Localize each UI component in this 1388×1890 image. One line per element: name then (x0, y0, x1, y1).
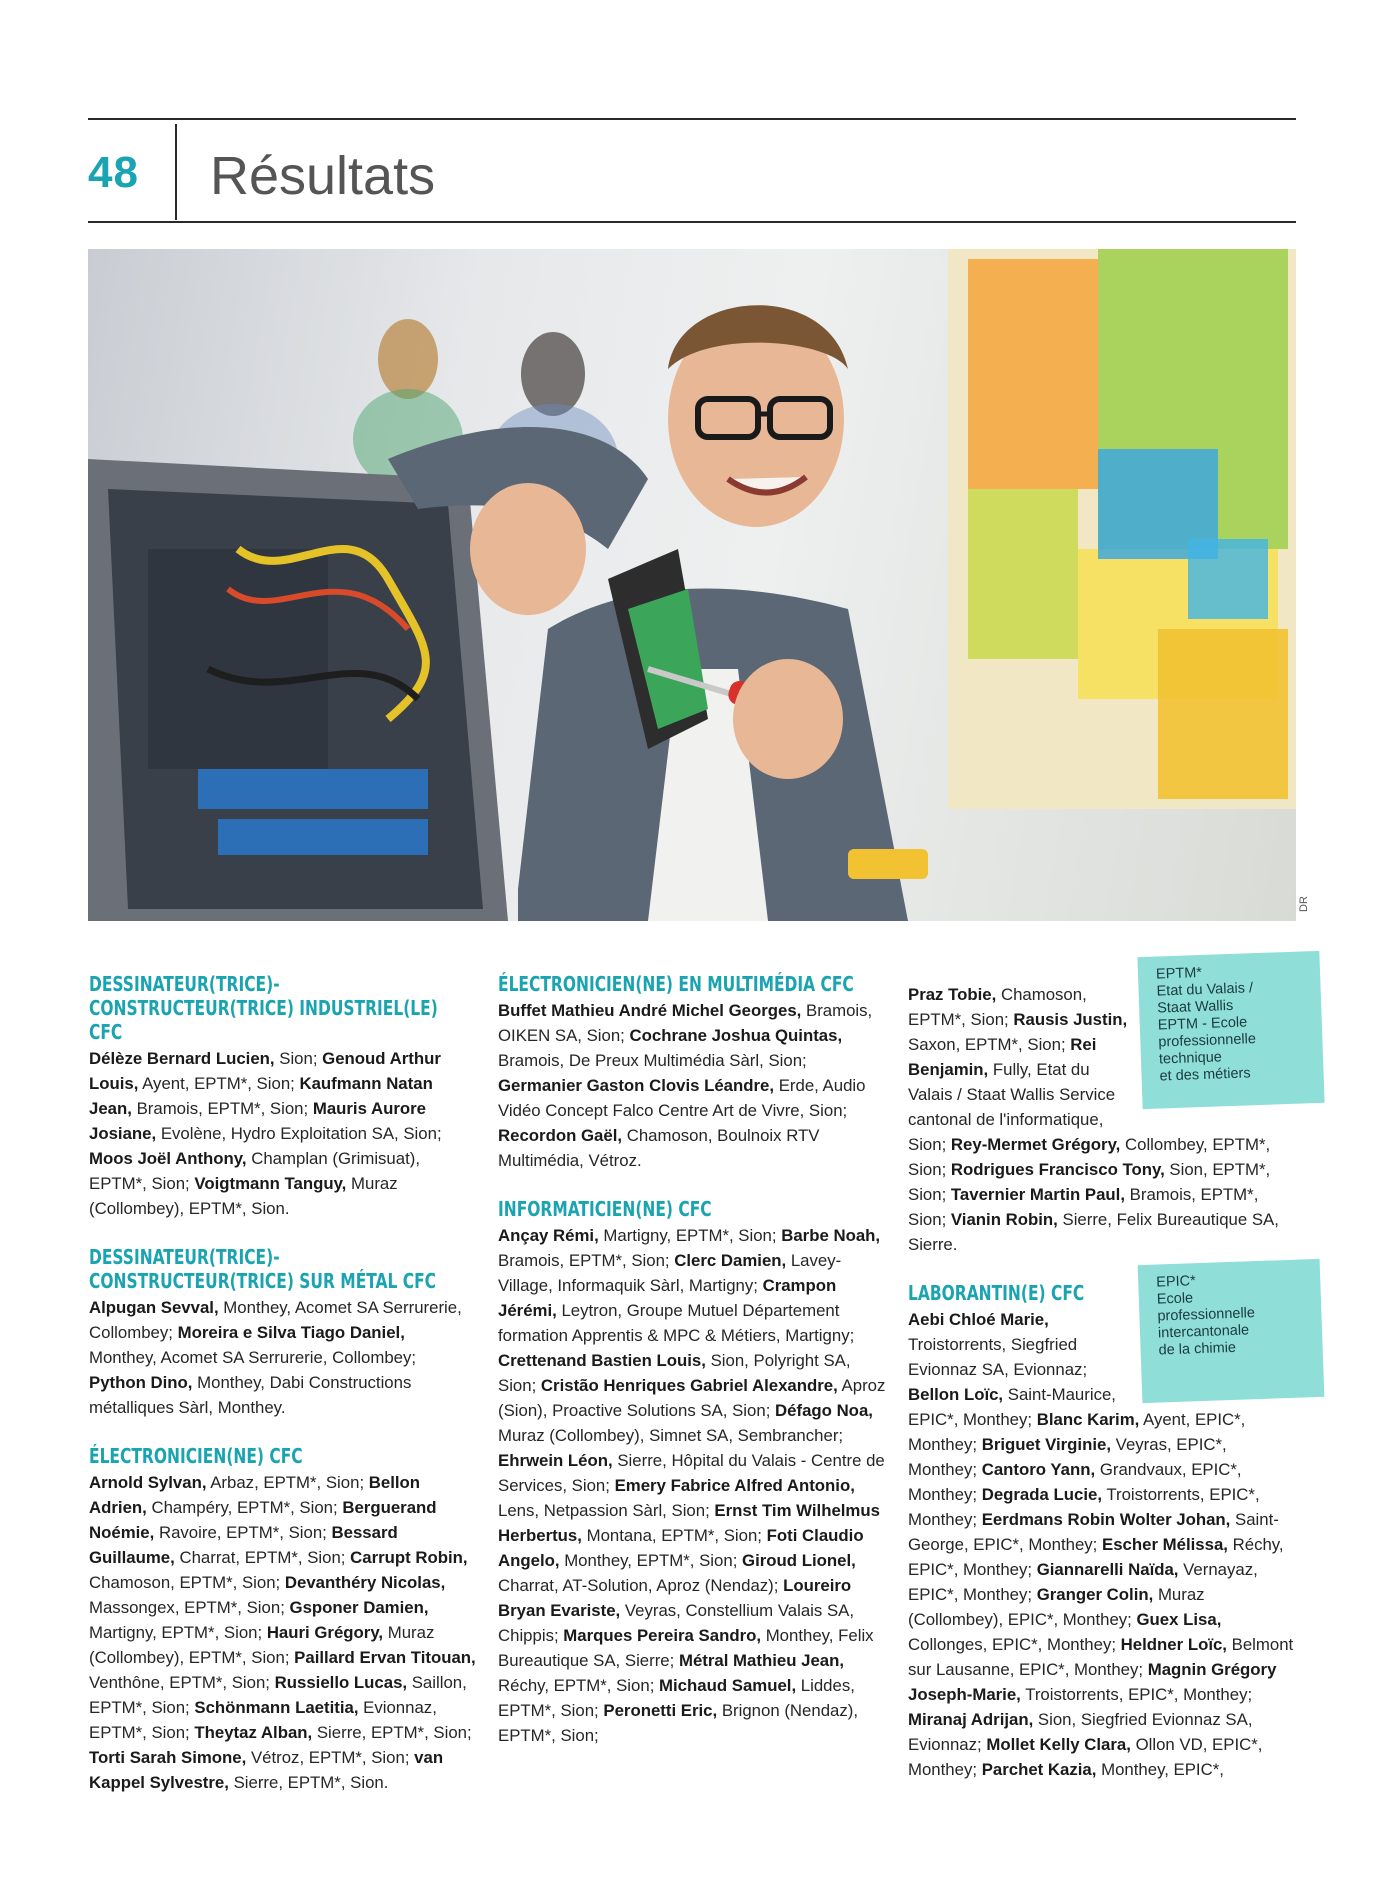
info-line: professionnelle (1158, 1031, 1257, 1051)
entry-detail: Bramois, EPTM*, Sion; (498, 1251, 675, 1270)
entry-detail: Charrat, EPTM*, Sion; (174, 1548, 351, 1567)
hero-photo (88, 249, 1296, 921)
entry-detail: Erde, Audio Vidéo Concept Falco Centre Art de Vivre, Sion; (498, 1076, 866, 1120)
entry-name: Buffet Mathieu André Michel Georges, (498, 1001, 802, 1020)
info-line: de la chimie (1158, 1339, 1237, 1359)
entry-detail: Champéry, EPTM*, Sion; (146, 1498, 343, 1517)
entry-detail: Massongex, EPTM*, Sion; (89, 1598, 290, 1617)
hero-photo-illustration (88, 249, 1296, 921)
entry-detail: Ravoire, EPTM*, Sion; (154, 1523, 332, 1542)
entry-name: Genoud Arthur Louis, (89, 1049, 441, 1093)
entry-detail: Fully, Etat du Valais / Staat Wallis Service cantonal de l'informatique, Sion; (908, 1060, 1116, 1154)
entry-detail: Saint-Maurice, EPIC*, Monthey; (908, 1385, 1116, 1429)
entry-detail: Evionnaz, EPTM*, Sion; (89, 1698, 437, 1742)
entry-name: Schönmann Laetitia, (194, 1698, 359, 1717)
entry-name: Clerc Damien, (674, 1251, 787, 1270)
entry-name: Briguet Virginie, (981, 1435, 1112, 1454)
entry-detail: Lens, Netpassion Sàrl, Sion; (498, 1501, 715, 1520)
section-heading: ÉLECTRONICIEN(NE) CFC (89, 1444, 303, 1468)
entry-name: Voigtmann Tanguy, (194, 1174, 347, 1193)
entry-name: Torti Sarah Simone, (89, 1748, 247, 1767)
entry-name: Cantoro Yann, (981, 1460, 1096, 1479)
entry-detail: Vernayaz, EPIC*, Monthey; (908, 1560, 1258, 1604)
entry-detail: Muraz (Collombey), EPTM*, Sion; (89, 1623, 435, 1667)
entry-detail: Monthey, Acomet SA Serrurerie, Collombey; (89, 1348, 417, 1367)
entry-name: Miranaj Adrijan, (908, 1710, 1034, 1729)
entry-list (89, 1295, 477, 1420)
column-1 (89, 972, 477, 1819)
entry-name: Bellon Loïc, (908, 1385, 1004, 1404)
entry-detail: Bramois, OIKEN SA, Sion; (498, 1001, 873, 1045)
info-line: professionnelle (1157, 1305, 1256, 1325)
entry-name: Alpugan Sevval, (89, 1298, 219, 1317)
epic-info-box (1138, 1259, 1325, 1403)
entry-name: Recordon Gaël, (498, 1126, 623, 1145)
entry-detail: Martigny, EPTM*, Sion; (598, 1226, 782, 1245)
entry-name: Python Dino, (89, 1373, 193, 1392)
entry-name: Rei Benjamin, (908, 1035, 1097, 1079)
section-electronicien (89, 1444, 477, 1795)
entry-list (498, 998, 886, 1173)
entry-name: Guex Lisa, (1136, 1610, 1222, 1629)
entry-detail: Monthey, Dabi Constructions métalliques Sàrl, Monthey. (89, 1373, 412, 1417)
entry-name: Blanc Karim, (1036, 1410, 1140, 1429)
entry-name: Praz Tobie, (908, 985, 997, 1004)
entry-name: Gsponer Damien, (289, 1598, 429, 1617)
entry-detail: Sion, EPTM*, Sion; (908, 1160, 1271, 1204)
entry-detail: Ayent, EPTM*, Sion; (138, 1074, 300, 1093)
entry-detail: Grandvaux, EPIC*, Monthey; (908, 1460, 1242, 1504)
entry-name: Michaud Samuel, (659, 1676, 797, 1695)
entry-detail: Champlan (Grimisuat), EPTM*, Sion; (89, 1149, 421, 1193)
entry-name: Rey-Mermet Grégory, (950, 1135, 1121, 1154)
entry-name: Cochrane Joshua Quintas, (629, 1026, 843, 1045)
entry-detail: Chamoson, EPTM*, Sion; (908, 985, 1087, 1029)
info-line: Staat Wallis (1156, 997, 1234, 1017)
entry-name: Parchet Kazia, (981, 1760, 1097, 1779)
entry-detail: Sierre, Felix Bureautique SA, Sierre. (908, 1210, 1279, 1254)
entry-name: Vianin Robin, (950, 1210, 1058, 1229)
entry-detail: Sion, Polyright SA, Sion; (498, 1351, 851, 1395)
entry-name: Ançay Rémi, (498, 1226, 599, 1245)
entry-name: Bellon Adrien, (89, 1473, 421, 1517)
header-top-rule (88, 118, 1296, 120)
entry-name: Berguerand Noémie, (89, 1498, 437, 1542)
entry-name: Magnin Grégory Joseph-Marie, (908, 1660, 1277, 1704)
entry-detail: Chamoson, EPTM*, Sion; (89, 1573, 285, 1592)
entry-detail: Saint-George, EPIC*, Monthey; (908, 1510, 1279, 1554)
entry-name: Crampon Jérémi, (498, 1276, 837, 1320)
entry-name: Loureiro Bryan Evariste, (498, 1576, 852, 1620)
entry-detail: Sion, Siegfried Evionnaz SA, Evionnaz; (908, 1710, 1253, 1754)
entry-list (89, 1046, 477, 1221)
header-separator (175, 124, 177, 220)
entry-name: Tavernier Martin Paul, (950, 1185, 1126, 1204)
entry-name: Giroud Lionel, (742, 1551, 856, 1570)
info-line: intercantonale (1157, 1322, 1250, 1342)
entry-detail: Veyras, EPIC*, Monthey; (908, 1435, 1227, 1479)
entry-detail: Chamoson, Boulnoix RTV Multimédia, Vétroz. (498, 1126, 820, 1170)
entry-name: Ernst Tim Wilhelmus Herbertus, (498, 1501, 880, 1545)
entry-name: Hauri Grégory, (266, 1623, 384, 1642)
entry-name: Mollet Kelly Clara, (986, 1735, 1131, 1754)
entry-detail: Muraz (Collombey), EPIC*, Monthey; (908, 1585, 1205, 1629)
entry-detail: Martigny, EPTM*, Sion; (89, 1623, 267, 1642)
entry-name: Bessard Guillaume, (89, 1523, 398, 1567)
entry-name: Eerdmans Robin Wolter Johan, (981, 1510, 1231, 1529)
info-line: EPTM - Ecole (1157, 1014, 1248, 1034)
entry-name: Arnold Sylvan, (89, 1473, 207, 1492)
entry-detail: Lavey-Village, Informaquik Sàrl, Martigny; (498, 1251, 842, 1295)
entry-detail: Sierre, EPTM*, Sion; (312, 1723, 472, 1742)
entry-detail: Venthône, EPTM*, Sion; (89, 1673, 275, 1692)
entry-detail: Monthey, Acomet SA Serrurerie, Collombey; (89, 1298, 462, 1342)
section-heading: ÉLECTRONICIEN(NE) EN MULTIMÉDIA CFC (498, 972, 854, 996)
entry-name: Moos Joël Anthony, (89, 1149, 247, 1168)
photo-credit: DR (1298, 896, 1310, 912)
entry-name: Emery Fabrice Alfred Antonio, (614, 1476, 855, 1495)
entry-detail: Monthey, EPIC*, (1096, 1760, 1224, 1779)
entry-detail: Arbaz, EPTM*, Sion; (206, 1473, 369, 1492)
entry-name: Escher Mélissa, (1102, 1535, 1228, 1554)
section-heading: DESSINATEUR(TRICE)-CONSTRUCTEUR(TRICE) SUR MÉTAL CFC (89, 1245, 437, 1293)
entry-detail: Troistorrents, Siegfried Evionnaz SA, Evionnaz; (908, 1335, 1088, 1379)
entry-detail: Aproz (Sion), Proactive Solutions SA, Sion; (498, 1376, 886, 1420)
entry-detail: Belmont sur Lausanne, EPIC*, Monthey; (908, 1635, 1294, 1679)
entry-detail: Troistorrents, EPIC*, Monthey; (908, 1485, 1260, 1529)
entry-detail: Sion; (274, 1049, 323, 1068)
entry-name: Foti Claudio Angelo, (498, 1526, 864, 1570)
entry-name: Aebi Chloé Marie, (908, 1310, 1049, 1329)
entry-name: van Kappel Sylvestre, (89, 1748, 444, 1792)
entry-detail: Bramois, De Preux Multimédia Sàrl, Sion; (498, 1051, 807, 1070)
info-line: et des métiers (1159, 1065, 1251, 1085)
column-2 (498, 972, 886, 1772)
entry-name: Barbe Noah, (781, 1226, 881, 1245)
section-electronicien-multimedia (498, 972, 886, 1173)
page-number: 48 (88, 148, 139, 197)
entry-detail: Muraz (Collombey), EPTM*, Sion. (89, 1174, 398, 1218)
section-dessinateur-industriel (89, 972, 477, 1221)
entry-list (89, 1470, 477, 1795)
entry-detail: Evolène, Hydro Exploitation SA, Sion; (156, 1124, 442, 1143)
entry-name: Theytaz Alban, (194, 1723, 313, 1742)
entry-name: Cristão Henriques Gabriel Alexandre, (540, 1376, 838, 1395)
entry-name: Moreira e Silva Tiago Daniel, (177, 1323, 405, 1342)
entry-detail: Brignon (Nendaz), EPTM*, Sion; (498, 1701, 859, 1745)
entry-name: Germanier Gaston Clovis Léandre, (498, 1076, 775, 1095)
entry-name: Marques Pereira Sandro, (563, 1626, 762, 1645)
info-line: EPTM* (1155, 964, 1203, 983)
entry-name: Heldner Loïc, (1120, 1635, 1227, 1654)
entry-detail: Collombey, EPTM*, Sion; (908, 1135, 1271, 1179)
section-dessinateur-metal (89, 1245, 477, 1420)
entry-name: Russiello Lucas, (274, 1673, 408, 1692)
entry-detail: Bramois, EPTM*, Sion; (131, 1099, 313, 1118)
entry-detail: Monthey, Felix Bureautique SA, Sierre; (498, 1626, 874, 1670)
entry-detail: Ayent, EPIC*, Monthey; (908, 1410, 1246, 1454)
entry-name: Délèze Bernard Lucien, (89, 1049, 275, 1068)
entry-detail: Troistorrents, EPIC*, Monthey; (1020, 1685, 1253, 1704)
entry-detail: Réchy, EPTM*, Sion; (498, 1676, 660, 1695)
section-heading: INFORMATICIEN(NE) CFC (498, 1197, 712, 1221)
entry-name: Peronetti Eric, (603, 1701, 718, 1720)
entry-detail: Saillon, EPTM*, Sion; (89, 1673, 467, 1717)
entry-name: Rausis Justin, (1013, 1010, 1128, 1029)
entry-detail: Saxon, EPTM*, Sion; (908, 1035, 1071, 1054)
entry-detail: Collonges, EPIC*, Monthey; (908, 1635, 1121, 1654)
entry-detail: Monthey, EPTM*, Sion; (559, 1551, 743, 1570)
entry-name: Devanthéry Nicolas, (284, 1573, 446, 1592)
entry-detail: Sierre, Hôpital du Valais - Centre de Services, Sion; (498, 1451, 885, 1495)
entry-detail: Sierre, EPTM*, Sion. (228, 1773, 389, 1792)
entry-detail: Charrat, AT-Solution, Aproz (Nendaz); (498, 1576, 784, 1595)
entry-name: Kaufmann Natan Jean, (89, 1074, 433, 1118)
info-line: Ecole (1156, 1290, 1194, 1308)
entry-detail: Muraz (Collombey), Simnet SA, Sembrancher; (498, 1426, 844, 1445)
section-informaticien (498, 1197, 886, 1748)
header-bottom-rule (88, 221, 1296, 223)
info-line: EPIC* (1155, 1273, 1197, 1291)
entry-detail: Veyras, Constellium Valais SA, Chippis; (498, 1601, 854, 1645)
entry-detail: Liddes, EPTM*, Sion; (498, 1676, 855, 1720)
info-line: technique (1158, 1049, 1223, 1068)
section-heading: DESSINATEUR(TRICE)-CONSTRUCTEUR(TRICE) INDUSTRIEL(LE) CFC (89, 972, 438, 1044)
entry-name: Granger Colin, (1036, 1585, 1154, 1604)
entry-detail: Bramois, EPTM*, Sion; (908, 1185, 1259, 1229)
entry-name: Carrupt Robin, (350, 1548, 468, 1567)
entry-detail: Leytron, Groupe Mutuel Département formation Apprentis & MPC & Métiers, Martigny; (498, 1301, 855, 1345)
entry-detail: Ollon VD, EPIC*, Monthey; (908, 1735, 1263, 1779)
section-heading: LABORANTIN(E) CFC (908, 1281, 1085, 1305)
entry-name: Défago Noa, (775, 1401, 873, 1420)
entry-detail: Montana, EPTM*, Sion; (581, 1526, 767, 1545)
entry-name: Paillard Ervan Titouan, (294, 1648, 476, 1667)
entry-name: Crettenand Bastien Louis, (498, 1351, 706, 1370)
entry-name: Rodrigues Francisco Tony, (950, 1160, 1165, 1179)
entry-name: Ehrwein Léon, (498, 1451, 613, 1470)
entry-name: Degrada Lucie, (981, 1485, 1103, 1504)
entry-name: Métral Mathieu Jean, (678, 1651, 845, 1670)
info-line: Etat du Valais / (1156, 980, 1254, 1000)
page-title: Résultats (210, 146, 436, 206)
entry-name: Giannarelli Naïda, (1036, 1560, 1179, 1579)
entry-detail: Vétroz, EPTM*, Sion; (246, 1748, 415, 1767)
entry-list (498, 1223, 886, 1748)
eptm-info-box (1137, 951, 1324, 1109)
entry-detail: Réchy, EPIC*, Monthey; (908, 1535, 1284, 1579)
entry-name: Mauris Aurore Josiane, (89, 1099, 426, 1143)
